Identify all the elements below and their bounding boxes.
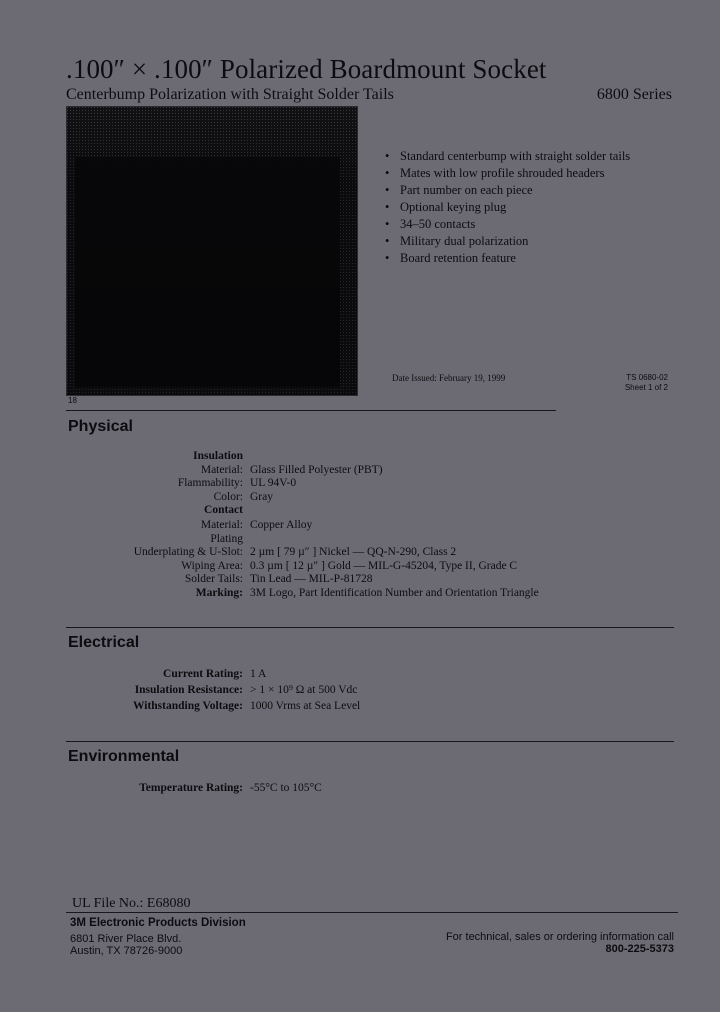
spec-label: Color: — [213, 490, 243, 503]
product-photo — [66, 106, 358, 396]
section-title-electrical: Electrical — [68, 634, 140, 651]
feature-item: • Mates with low profile shrouded headers — [385, 165, 630, 182]
spec-value: Glass Filled Polyester (PBT) — [250, 463, 383, 476]
spec-label: Material: — [200, 463, 243, 476]
division-name: 3M Electronic Products Division — [70, 917, 246, 929]
spec-label: Withstanding Voltage: — [132, 700, 243, 712]
spec-label: Flammability: — [177, 477, 243, 489]
spec-value: -55°C to 105°C — [250, 782, 322, 794]
address-line-2: Austin, TX 78726-9000 — [70, 945, 183, 957]
phone-number: 800-225-5373 — [605, 943, 674, 955]
spec-label: Plating — [210, 532, 243, 545]
divider — [66, 627, 674, 628]
spec-label: Current Rating: — [163, 668, 243, 680]
page-title: .100″ × .100″ Polarized Boardmount Socket — [66, 54, 547, 84]
spec-label: Insulation — [193, 450, 243, 462]
spec-value: 2 µm [ 79 µ″ ] Nickel — QQ-N-290, Class 2 — [250, 546, 457, 558]
contact-text: For technical, sales or ordering information call — [445, 931, 674, 943]
series-label: 6800 Series — [596, 86, 672, 103]
feature-item: • 34–50 contacts — [385, 216, 630, 233]
divider — [66, 410, 556, 411]
sheet-number: Sheet 1 of 2 — [624, 383, 668, 392]
spec-value: 0.3 µm [ 12 µ″ ] Gold — MIL-G-45204, Type II, Grade C — [250, 559, 518, 572]
feature-item: • Optional keying plug — [385, 199, 630, 216]
spec-label: Wiping Area: — [181, 559, 243, 572]
footer-divider — [66, 912, 678, 913]
feature-list — [385, 148, 630, 267]
spec-value: 1 A — [250, 668, 267, 680]
spec-value: Tin Lead — MIL-P-81728 — [250, 573, 373, 585]
document-number — [625, 373, 668, 393]
feature-item: • Part number on each piece — [385, 182, 630, 199]
date-issued: Date Issued: February 19, 1999 — [392, 373, 506, 383]
ts-number: TS 0680-02 — [626, 373, 668, 382]
divider — [66, 741, 674, 742]
spec-label: Material: — [200, 519, 243, 531]
photo-number: 18 — [68, 396, 77, 405]
spec-value: 1000 Vrms at Sea Level — [250, 700, 361, 712]
spec-value: 3M Logo, Part Identification Number and Orientation Triangle — [250, 586, 539, 599]
ul-file-number: UL File No.: E68080 — [72, 896, 191, 911]
address-line-1: 6801 River Place Blvd. — [70, 933, 182, 945]
spec-value: Copper Alloy — [250, 519, 313, 531]
section-title-physical: Physical — [68, 418, 133, 435]
spec-label: Temperature Rating: — [139, 782, 243, 794]
section-title-environmental: Environmental — [68, 748, 180, 765]
page-subtitle: Centerbump Polarization with Straight Solder Tails — [66, 86, 394, 103]
feature-item: • Board retention feature — [385, 250, 630, 267]
spec-value: UL 94V-0 — [250, 477, 297, 489]
spec-label: Marking: — [195, 586, 243, 599]
spec-value: > 1 × 10⁹ Ω at 500 Vdc — [250, 684, 358, 696]
spec-value: Gray — [250, 490, 273, 503]
spec-label: Contact — [204, 504, 243, 516]
feature-item: • Standard centerbump with straight solder tails — [385, 148, 630, 165]
feature-item: • Military dual polarization — [385, 233, 630, 250]
spec-label: Insulation Resistance: — [134, 684, 243, 696]
product-photo-image — [67, 107, 357, 395]
spec-label: Solder Tails: — [184, 573, 243, 585]
spec-label: Underplating & U-Slot: — [133, 546, 243, 558]
